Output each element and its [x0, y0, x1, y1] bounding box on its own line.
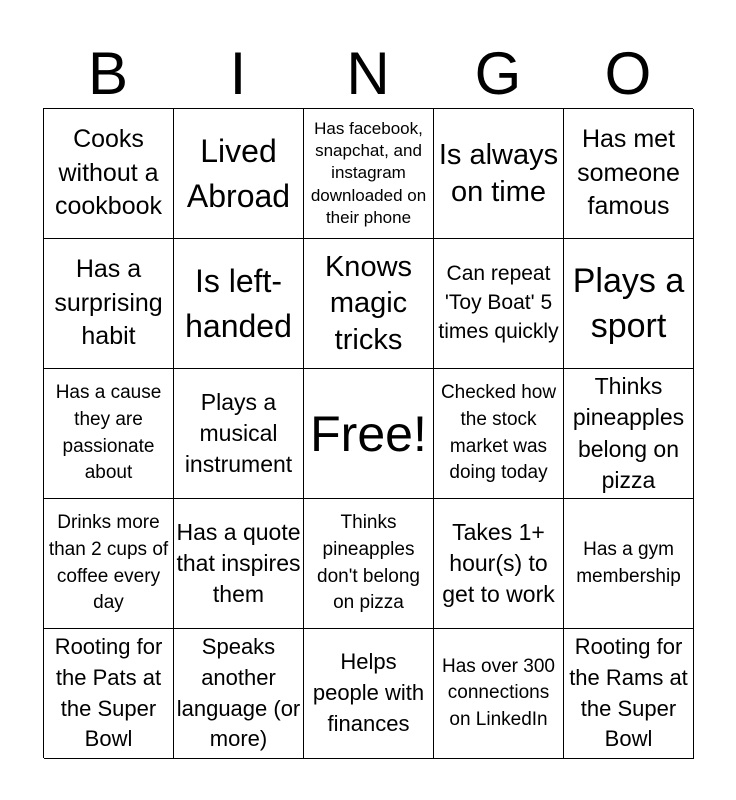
cell-text: Cooks without a cookbook	[54, 124, 163, 221]
bingo-cell[interactable]	[564, 109, 694, 239]
bingo-cell[interactable]	[44, 629, 174, 759]
cell-text: Lived Abroad	[186, 133, 291, 214]
bingo-header	[43, 40, 693, 108]
cell-text: Helps people with finances	[312, 649, 425, 736]
bingo-cell[interactable]	[434, 629, 564, 759]
bingo-cell[interactable]	[434, 239, 564, 369]
cell-text: Speaks another language (or more)	[176, 633, 301, 752]
cell-text: Can repeat 'Toy Boat' 5 times quickly	[438, 262, 559, 343]
cell-text: Drinks more than 2 cups of coffee every day	[48, 512, 169, 614]
bingo-cell[interactable]	[434, 369, 564, 499]
bingo-cell[interactable]	[304, 629, 434, 759]
cell-text: Has over 300 connections on LinkedIn	[441, 655, 555, 730]
bingo-cell[interactable]	[304, 109, 434, 239]
cell-text: Has facebook, snapchat, and instagram downloaded on their phone	[310, 119, 427, 227]
free-space-text: Free!	[310, 405, 427, 462]
cell-text: Has a cause they are passionate about	[55, 382, 162, 484]
bingo-cell[interactable]	[434, 499, 564, 629]
bingo-cell[interactable]	[174, 109, 304, 239]
header-letter-b: B	[87, 40, 129, 107]
bingo-board	[43, 108, 693, 758]
cell-text: Checked how the stock market was doing today	[440, 382, 557, 484]
bingo-cell[interactable]	[304, 239, 434, 369]
bingo-cell[interactable]	[174, 499, 304, 629]
cell-text: Knows magic tricks	[324, 251, 413, 356]
header-letter-g: G	[474, 40, 522, 107]
bingo-cell[interactable]	[564, 499, 694, 629]
header-letter-n: N	[346, 40, 390, 107]
bingo-cell[interactable]	[174, 369, 304, 499]
cell-text: Has a quote that inspires them	[176, 518, 301, 608]
cell-text: Has a surprising habit	[54, 254, 163, 351]
free-space-cell[interactable]	[304, 369, 434, 499]
bingo-cell[interactable]	[304, 499, 434, 629]
cell-text: Has met someone famous	[577, 124, 680, 221]
header-letter-o: O	[604, 40, 652, 107]
header-letter-i: I	[229, 40, 247, 107]
bingo-cell[interactable]	[564, 369, 694, 499]
cell-text: Is always on time	[438, 139, 559, 208]
bingo-cell[interactable]	[434, 109, 564, 239]
bingo-cell[interactable]	[44, 109, 174, 239]
cell-text: Thinks pineapples belong on pizza	[572, 372, 685, 493]
bingo-cell[interactable]	[44, 239, 174, 369]
cell-text: Plays a musical instrument	[184, 388, 293, 478]
cell-text: Thinks pineapples don't belong on pizza	[317, 512, 420, 614]
bingo-cell[interactable]	[44, 499, 174, 629]
bingo-cell[interactable]	[174, 239, 304, 369]
cell-text: Rooting for the Rams at the Super Bowl	[569, 633, 688, 752]
cell-text: Is left-handed	[185, 263, 292, 344]
bingo-cell[interactable]	[174, 629, 304, 759]
cell-text: Plays a sport	[572, 261, 685, 345]
cell-text: Rooting for the Pats at the Super Bowl	[54, 633, 163, 752]
bingo-cell[interactable]	[564, 629, 694, 759]
bingo-cell[interactable]	[564, 239, 694, 369]
cell-text: Takes 1+ hour(s) to get to work	[442, 518, 555, 608]
bingo-cell[interactable]	[44, 369, 174, 499]
cell-text: Has a gym membership	[576, 538, 681, 587]
